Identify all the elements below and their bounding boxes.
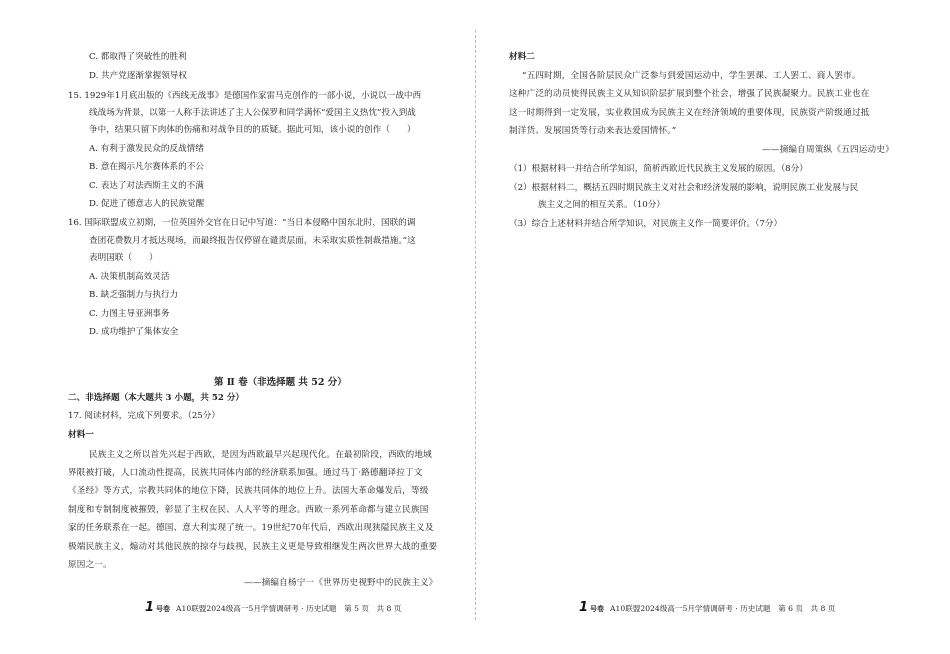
question-17: 17. 阅读材料，完成下列要求。（25分） (68, 411, 220, 421)
question-15-line3: 争中，结果只留下肉体的伤痛和对战争目的的质疑。据此可知，该小说的创作（ ） (89, 125, 416, 135)
brand-logo-text: 号卷 (156, 604, 171, 613)
question-15-line2: 线战场为背景，以第一人称手法讲述了主人公保罗和同学满怀“爱国主义热忱”投入到战 (89, 108, 416, 118)
material1-label: 材料一 (68, 430, 94, 440)
question-16-line1: 16. 国际联盟成立初期，一位英国外交官在日记中写道：“当日本侵略中国东北时，国联的调 (68, 218, 416, 228)
subquestion-3: （3）综合上述材料并结合所学知识，对民族主义作一简要评价。（7分） (509, 219, 783, 229)
brand-logo: 1 (579, 600, 589, 615)
material1-source: ——摘编自杨宁一《世界历史视野中的民族主义》 (244, 578, 438, 588)
brand-logo: 1 (145, 600, 155, 615)
footer-text: A10联盟2024级高一5月学情调研考 · 历史试题 第 5 页 共 8 页 (176, 604, 402, 613)
question-16-line3: 表明国联（ ） (89, 253, 158, 263)
option-16c: C. 力图主导亚洲事务 (89, 309, 170, 319)
material1-line3: 《圣经》等方式，宗教共同体的地位下降，民族共同体的地位上升。法国大革命爆发后，等级 (68, 486, 429, 496)
subquestion-2-line1: （2）根据材料二，概括五四时期民族主义对社会和经济发展的影响，说明民族工业发展与民 (509, 183, 859, 193)
option-14d: D. 共产党逐渐掌握领导权 (89, 71, 187, 81)
right-page (476, 0, 950, 654)
subquestion-2-line2: 族主义之间的相互关系。（10分） (538, 200, 665, 210)
option-16a: A. 决策机制高效灵活 (89, 272, 170, 282)
material2-line3: 这一时期得到一定发展，实业救国成为民族主义在经济领域的重要体现，民族资产阶级通过抵 (509, 108, 870, 118)
left-page (0, 0, 474, 654)
subquestion-1: （1）根据材料一并结合所学知识，简析西欧近代民族主义发展的原因。（8分） (509, 164, 808, 174)
question-16-line2: 查团花费数月才抵达现场，而最终报告仅停留在谴责层面，未采取实质性制裁措施。”这 (89, 236, 416, 246)
option-16b: B. 缺乏强制力与执行力 (89, 290, 179, 300)
footer-text: A10联盟2024级高一5月学情调研考 · 历史试题 第 6 页 共 8 页 (610, 604, 836, 613)
option-15c: C. 表达了对法西斯主义的不满 (89, 181, 204, 191)
brand-logo-text: 号卷 (590, 604, 605, 613)
option-16d: D. 成功维护了集体安全 (89, 327, 179, 337)
material1-line7: 原因之一。 (68, 560, 112, 570)
material1-line5: 家的任务联系在一起。德国、意大利实现了统一。19世纪70年代后，西欧出现狭隘民族主义及 (68, 523, 434, 533)
material1-line4: 制度和专制制度被摧毁，彰显了主权在民、人人平等的理念。西欧一系列革命都与建立民族国 (68, 505, 429, 515)
footer-right (579, 600, 835, 615)
option-15d: D. 促进了德意志人的民族觉醒 (89, 199, 205, 209)
material2-label: 材料二 (509, 52, 535, 62)
option-15a: A. 有利于激发民众的反战情绪 (89, 144, 204, 154)
footer-left (145, 600, 401, 615)
material1-line1: 民族主义之所以首先兴起于西欧，是因为西欧最早兴起现代化。在最初阶段，西欧的地域 (89, 450, 432, 460)
section-title: 第 Ⅱ 卷（非选择题 共 52 分） (214, 377, 347, 388)
option-14c: C. 都取得了突破性的胜利 (89, 52, 187, 62)
section-subtitle: 二、非选择题（本大题共 3 小题，共 52 分） (68, 393, 245, 403)
material1-line6: 极端民族主义，煽动对其他民族的掠夺与歧视，民族主义更是导致相继发生两次世界大战的重要 (68, 542, 438, 552)
material2-line1: “五四时期，全国各阶层民众广泛参与到爱国运动中，学生罢课、工人罢工、商人罢市。 (522, 71, 861, 81)
material2-line4: 制洋货、发展国货等行动来表达爱国情怀。” (509, 126, 677, 136)
material1-line2: 界限被打破，人口流动性提高，民族共同体内部的经济联系加强。通过马丁·路德翻译拉丁文 (68, 468, 423, 478)
material2-source: ——摘编自周策纵《五四运动史》 (762, 145, 894, 155)
question-15-line1: 15. 1929年1月底出版的《西线无战事》是德国作家雷马克创作的一部小说，小说以一战中西 (68, 91, 422, 101)
material2-line2: 这种广泛的动员使得民族主义从知识阶层扩展到整个社会，增强了民族凝聚力。民族工业也在 (509, 89, 870, 99)
option-15b: B. 意在揭示凡尔赛体系的不公 (89, 162, 204, 172)
